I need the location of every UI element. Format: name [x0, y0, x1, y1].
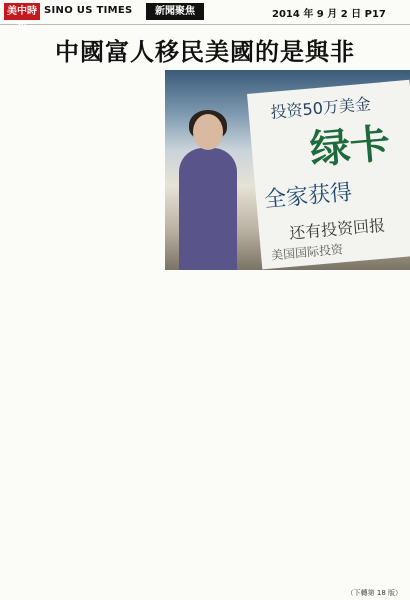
woman-figure: [179, 114, 237, 270]
board-text-1: 投资50万美金: [269, 94, 372, 122]
issue-date-page: 2014 年 9 月 2 日 P17: [272, 9, 386, 20]
page-title: 中國富人移民美國的是與非: [55, 37, 355, 66]
article-column-1: [6, 280, 98, 584]
paper-logo-en: SINO US TIMES: [44, 5, 133, 16]
paper-logo-cn: 美中時報: [4, 3, 40, 20]
lead-banner: [8, 100, 160, 260]
masthead: [0, 0, 410, 34]
section-tag: 新聞聚焦: [146, 3, 204, 20]
board-text-2: 绿卡: [308, 120, 392, 174]
article-column-2: [106, 280, 198, 584]
article-photo: [165, 70, 410, 270]
article-column-4: [310, 280, 404, 584]
continued-note: （下轉第 18 版）: [346, 589, 402, 597]
article-body: [6, 280, 404, 584]
board-text-4: 还有投资回报: [288, 215, 386, 243]
board-text-5: 美国国际投资: [270, 242, 344, 263]
article-column-3: [206, 280, 302, 584]
board-text-3: 全家获得: [263, 180, 354, 213]
advert-board: [247, 80, 410, 270]
